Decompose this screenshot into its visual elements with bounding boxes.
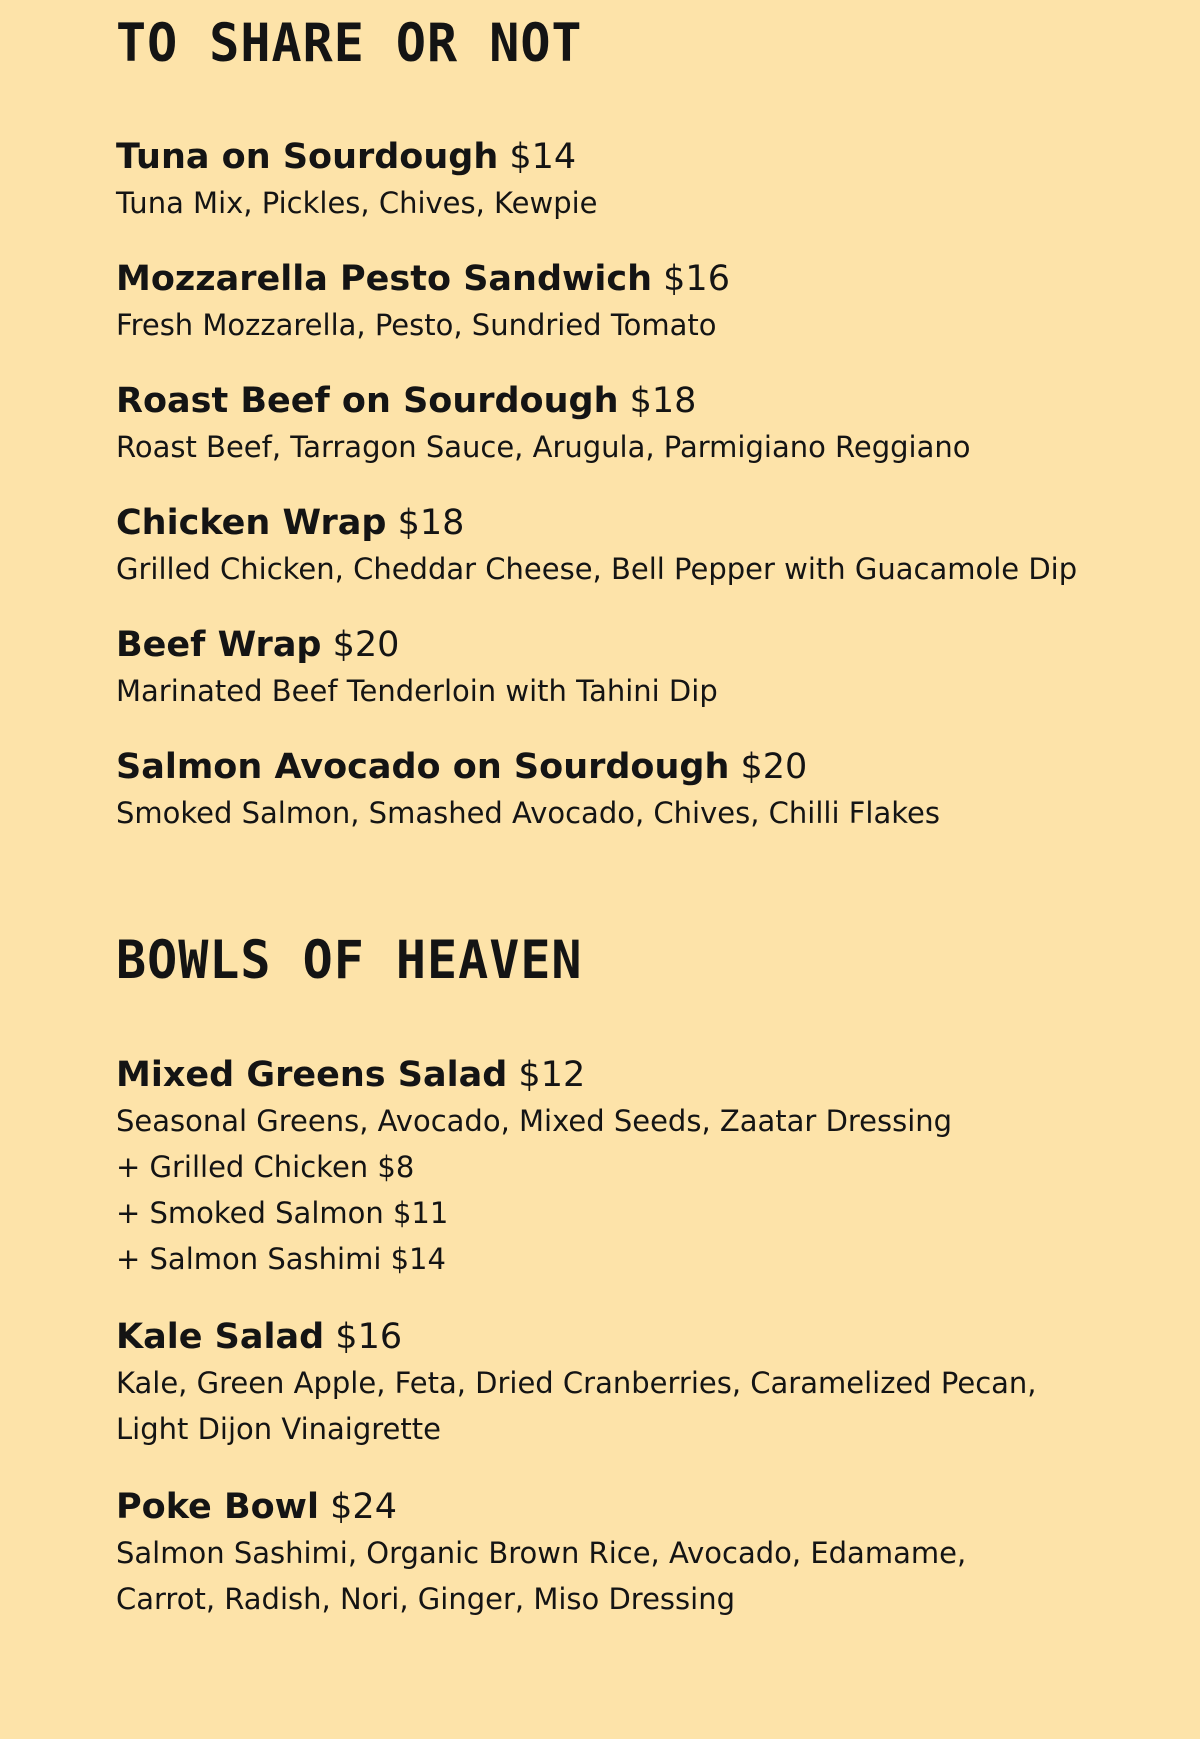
menu-item: [116, 134, 1156, 226]
menu-item-list: [116, 134, 1156, 836]
item-price: $16: [663, 259, 730, 299]
item-name: Poke Bowl: [116, 1487, 320, 1527]
menu-item: [116, 500, 1156, 592]
item-description: Kale, Green Apple, Feta, Dried Cranberries, Caramelized Pecan,: [116, 1366, 1037, 1400]
section-title: TO SHARE OR NOT: [116, 12, 583, 74]
item-price: $12: [518, 1055, 586, 1095]
item-description: Tuna Mix, Pickles, Chives, Kewpie: [116, 186, 598, 220]
section-to-share-or-not: [116, 12, 1156, 836]
menu-item: [116, 1484, 1156, 1622]
item-addon: + Grilled Chicken $8: [116, 1150, 415, 1184]
item-addon: + Salmon Sashimi $14: [116, 1242, 446, 1276]
item-addon: + Smoked Salmon $11: [116, 1196, 449, 1230]
menu-item: [116, 378, 1156, 470]
item-price: $20: [332, 625, 400, 665]
menu-item: [116, 1314, 1156, 1452]
menu: [116, 0, 1156, 1622]
item-name: Chicken Wrap: [116, 503, 387, 543]
section-title: BOWLS OF HEAVEN: [116, 929, 583, 991]
item-description: Light Dijon Vinaigrette: [116, 1412, 441, 1446]
item-name: Salmon Avocado on Sourdough: [116, 747, 730, 787]
item-description: Seasonal Greens, Avocado, Mixed Seeds, Zaatar Dressing: [116, 1104, 953, 1138]
item-description: Fresh Mozzarella, Pesto, Sundried Tomato: [116, 308, 717, 342]
item-description: Marinated Beef Tenderloin with Tahini Dip: [116, 674, 718, 708]
item-description: Carrot, Radish, Nori, Ginger, Miso Dressing: [116, 1582, 735, 1616]
item-name: Kale Salad: [116, 1317, 325, 1357]
menu-item-list: [116, 1052, 1156, 1622]
item-price: $20: [740, 747, 808, 787]
item-description: Grilled Chicken, Cheddar Cheese, Bell Pepper with Guacamole Dip: [116, 552, 1078, 586]
item-description: Smoked Salmon, Smashed Avocado, Chives, Chilli Flakes: [116, 796, 940, 830]
item-price: $18: [629, 381, 697, 421]
menu-item: [116, 622, 1156, 714]
item-name: Beef Wrap: [116, 625, 322, 665]
section-bowls-of-heaven: [116, 929, 1156, 1622]
menu-item: [116, 256, 1156, 348]
menu-item: [116, 1052, 1156, 1282]
item-name: Mozzarella Pesto Sandwich: [116, 259, 653, 299]
item-description: Roast Beef, Tarragon Sauce, Arugula, Parmigiano Reggiano: [116, 430, 971, 464]
item-price: $14: [509, 137, 577, 177]
item-price: $24: [330, 1487, 397, 1527]
item-name: Roast Beef on Sourdough: [116, 381, 619, 421]
item-description: Salmon Sashimi, Organic Brown Rice, Avocado, Edamame,: [116, 1536, 967, 1570]
item-name: Mixed Greens Salad: [116, 1055, 508, 1095]
item-price: $18: [397, 503, 465, 543]
item-name: Tuna on Sourdough: [116, 137, 499, 177]
menu-item: [116, 744, 1156, 836]
item-price: $16: [335, 1317, 403, 1357]
